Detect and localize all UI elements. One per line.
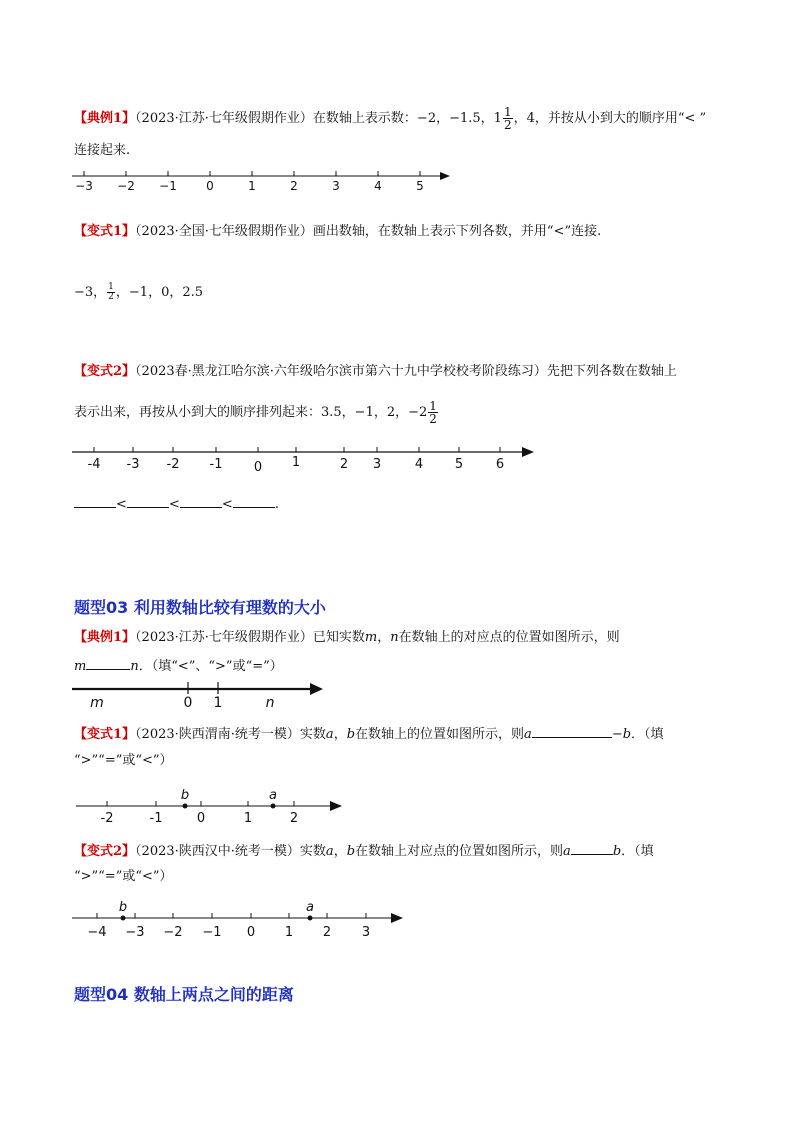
tick-label-6: 3 xyxy=(332,179,340,193)
tick-label-5: 1 xyxy=(284,925,294,940)
problem6-tag: 【变式2】 xyxy=(74,844,136,859)
answer-blank-4[interactable] xyxy=(233,496,275,508)
problem6-number-line xyxy=(70,896,410,940)
tick-label-10: 6 xyxy=(495,457,505,472)
problem4-line2-m: m xyxy=(74,659,87,674)
problem3-answer xyxy=(74,496,279,513)
problem4-number-line xyxy=(70,680,330,710)
problem5-number-line xyxy=(70,784,350,824)
answer-blank-3[interactable] xyxy=(180,496,222,508)
tick-label-7: 4 xyxy=(374,179,382,193)
problem5-text-b: 在数轴上的位置如图所示，则 xyxy=(355,727,525,742)
problem3-mixed-whole: −2 xyxy=(408,405,428,420)
problem3-number-line xyxy=(70,444,540,474)
tick-label-5: 1 xyxy=(291,455,301,470)
tick-label-3: n xyxy=(265,695,275,711)
problem4-text-a: 已知实数 xyxy=(312,630,365,645)
tick-label-4: 2 xyxy=(289,811,299,826)
problem2-source: （2023·全国·七年级假期作业） xyxy=(135,224,313,239)
point-b-dot xyxy=(121,916,126,921)
problem5-text-c: ．（填 xyxy=(631,727,664,742)
problem2-tag: 【变式1】 xyxy=(74,224,136,239)
tick-label-7: 3 xyxy=(372,457,382,472)
problem1-mixed-whole: 1 xyxy=(493,111,502,126)
problem2-fraction xyxy=(107,283,115,302)
tick-label-5: 2 xyxy=(290,179,298,193)
problem4-line1 xyxy=(74,630,620,646)
problem6-line2: “>”“=”或“<”） xyxy=(74,869,173,884)
problem3-source: （2023春·黑龙江哈尔滨·六年级哈尔滨市第六十九中学校校考阶段练习） xyxy=(135,364,547,379)
axis-arrow xyxy=(310,683,323,695)
tick-label-2: 0 xyxy=(196,811,206,826)
problem6-sep: ， xyxy=(333,844,347,859)
problem6-text-c: ．（填 xyxy=(621,844,654,859)
axis-arrow xyxy=(522,447,534,457)
problem5-line1 xyxy=(74,726,664,743)
answer-period: . xyxy=(274,497,279,512)
point-b-dot xyxy=(183,804,188,809)
problem5-line-a: a xyxy=(524,727,532,742)
problem1-fraction-denominator: 2 xyxy=(503,118,512,132)
problem2-fraction-denominator: 2 xyxy=(108,292,114,302)
problem1-number-line xyxy=(70,168,460,198)
point-a-label: a xyxy=(306,900,314,915)
tick-label-1: −2 xyxy=(117,179,135,193)
problem5-text-a: 实数 xyxy=(299,727,326,742)
problem6-line-a: a xyxy=(563,844,571,859)
point-b-label: b xyxy=(118,900,128,915)
problem5-tag: 【变式1】 xyxy=(74,727,136,742)
problem3-tag: 【变式2】 xyxy=(74,364,136,379)
tick-label-6: 2 xyxy=(339,457,349,472)
problem6-answer-blank[interactable] xyxy=(571,843,613,855)
tick-label-2: -2 xyxy=(166,457,180,472)
point-b-label: b xyxy=(180,788,190,803)
problem6-var-b: b xyxy=(346,844,356,859)
problem3-fraction-denominator: 2 xyxy=(429,412,437,426)
problem6-line1 xyxy=(74,843,654,860)
problem5-sep: ， xyxy=(333,727,347,742)
problem4-line2 xyxy=(74,658,283,675)
problem1-line1 xyxy=(74,106,706,131)
problem5-neg-b: −b xyxy=(611,727,632,742)
tick-label-6: 2 xyxy=(322,925,332,940)
tick-label-3: 0 xyxy=(206,179,214,193)
problem2-line2 xyxy=(74,283,203,302)
problem3-text-a: 先把下列各数在数轴上 xyxy=(546,364,677,379)
point-a-dot xyxy=(308,916,313,921)
problem5-answer-blank[interactable] xyxy=(532,726,612,738)
answer-blank-2[interactable] xyxy=(127,496,169,508)
tick-label-1: -1 xyxy=(149,811,163,826)
problem2-list-b: ，−1，0，2.5 xyxy=(115,285,204,300)
problem2-list-a: −3， xyxy=(74,285,107,300)
tick-label-2: −2 xyxy=(163,925,183,940)
tick-label-3: -1 xyxy=(209,457,223,472)
problem6-text-b: 在数轴上对应点的位置如图所示，则 xyxy=(355,844,564,859)
tick-label-8: 4 xyxy=(414,457,424,472)
less-than-1: < xyxy=(116,497,127,512)
problem1-fraction-numerator: 1 xyxy=(503,105,512,119)
tick-label-8: 5 xyxy=(416,179,424,193)
problem6-line-b: b xyxy=(612,844,622,859)
problem1-source: （2023·江苏·七年级假期作业） xyxy=(135,111,313,126)
tick-label-9: 5 xyxy=(454,457,464,472)
problem1-line2: 连接起来. xyxy=(74,143,131,158)
problem4-line2-n: n xyxy=(130,659,139,674)
problem2-line1 xyxy=(74,224,601,240)
problem1-numbers: −2，−1.5， xyxy=(416,111,494,126)
tick-label-1: 0 xyxy=(183,695,193,711)
tick-label-0: -2 xyxy=(100,811,114,826)
less-than-2: < xyxy=(168,497,180,512)
axis-arrow xyxy=(440,172,450,180)
tick-label-0: −4 xyxy=(87,925,107,940)
answer-blank-1[interactable] xyxy=(74,496,116,508)
problem4-source: （2023·江苏·七年级假期作业） xyxy=(135,630,313,645)
point-a-dot xyxy=(271,804,276,809)
problem4-var-n: n xyxy=(390,630,399,645)
tick-label-2: 1 xyxy=(213,695,223,711)
problem4-sep: ， xyxy=(377,630,391,645)
tick-label-0: -4 xyxy=(87,457,101,472)
point-a-label: a xyxy=(269,788,277,803)
problem6-var-a: a xyxy=(325,844,334,859)
problem6-source: （2023·陕西汉中·统考一模） xyxy=(135,844,300,859)
problem2-text: 画出数轴，在数轴上表示下列各数，并用“<”连接. xyxy=(312,224,602,239)
problem6-text-a: 实数 xyxy=(299,844,326,859)
section-04-title: 题型04 数轴上两点之间的距离 xyxy=(74,985,294,1004)
tick-label-7: 3 xyxy=(361,925,371,940)
problem5-var-b: b xyxy=(346,727,356,742)
tick-label-3: 1 xyxy=(243,811,253,826)
tick-label-0: m xyxy=(90,695,104,711)
tick-label-2: −1 xyxy=(159,179,177,193)
tick-label-1: -3 xyxy=(126,457,140,472)
problem4-answer-blank[interactable] xyxy=(86,658,130,670)
problem5-var-a: a xyxy=(325,727,334,742)
problem3-text-line2: 表示出来，再按从小到大的顺序排列起来：3.5，−1，2， xyxy=(74,405,409,420)
problem4-var-m: m xyxy=(364,630,378,645)
tick-label-4: 1 xyxy=(248,179,256,193)
problem2-fraction-numerator: 1 xyxy=(108,282,114,292)
tick-label-4: 0 xyxy=(253,460,263,475)
less-than-3: < xyxy=(221,497,233,512)
problem3-fraction-numerator: 1 xyxy=(429,399,437,413)
section-03-title: 题型03 利用数轴比较有理数的大小 xyxy=(74,598,326,617)
problem5-source: （2023·陕西渭南·统考一模） xyxy=(135,727,300,742)
tick-label-4: 0 xyxy=(246,925,256,940)
problem1-text-a: 在数轴上表示数： xyxy=(312,111,417,126)
problem4-text-b: 在数轴上的对应点的位置如图所示，则 xyxy=(398,630,620,645)
problem4-line2-end: ．（填“<”、“>”或“=”） xyxy=(138,659,283,674)
problem3-line1 xyxy=(74,364,677,380)
problem1-text-b: ，4，并按从小到大的顺序用“< ” xyxy=(513,111,707,126)
problem3-fraction xyxy=(428,400,438,425)
problem5-line2: “>”“=”或“<”） xyxy=(74,753,173,768)
axis-arrow xyxy=(391,913,403,923)
problem4-tag: 【典例1】 xyxy=(74,630,136,645)
problem3-line2 xyxy=(74,400,439,425)
tick-label-3: −1 xyxy=(202,925,222,940)
problem1-fraction xyxy=(503,106,513,131)
axis-arrow xyxy=(330,801,342,811)
problem1-tag: 【典例1】 xyxy=(74,111,136,126)
tick-label-1: −3 xyxy=(125,925,145,940)
tick-label-0: −3 xyxy=(75,179,93,193)
